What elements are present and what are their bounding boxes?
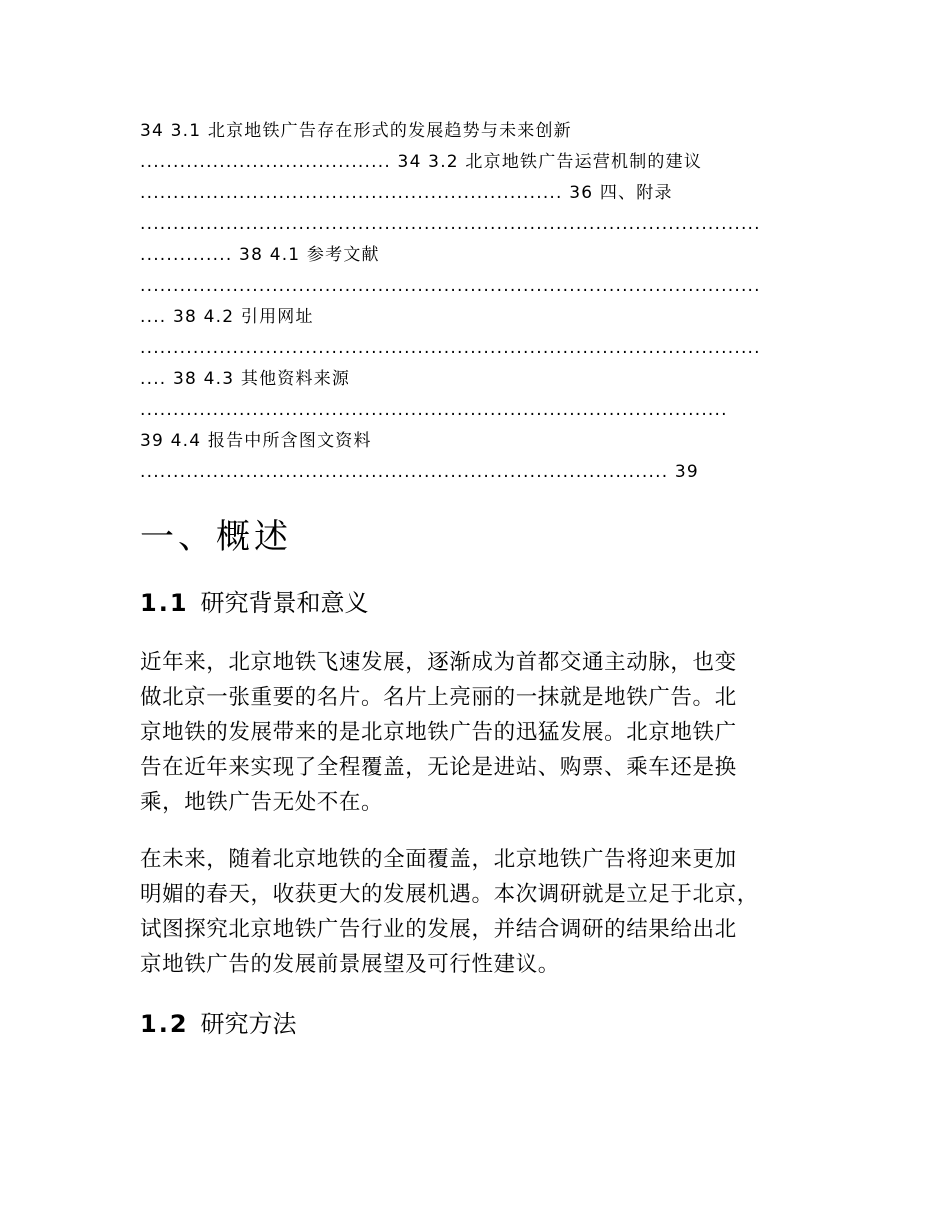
toc-line: .... 38 4.2 引用网址 [140,307,314,327]
paragraph-line: 告在近年来实现了全程覆盖，无论是进站、购票、乘车还是换 [140,755,737,780]
toc-line: ......................................................................................... [140,400,728,420]
toc-line: 34 3.1 北京地铁广告存在形式的发展趋势与未来创新 [140,121,572,141]
paragraph-significance [140,842,820,982]
paragraph-background [140,645,820,820]
subsection-number: 1.1 [140,589,189,617]
subsection-title: 研究方法 [200,1010,297,1038]
paragraph-line: 乘，地铁广告无处不在。 [140,790,384,815]
paragraph-line: 明媚的春天，收获更大的发展机遇。本次调研就是立足于北京， [140,882,759,907]
toc-line: ...................................... 34 3.2 北京地铁广告运营机制的建议 [140,152,703,172]
toc-line: .............................................................................................. [140,214,761,234]
paragraph-line: 近年来，北京地铁飞速发展，逐渐成为首都交通主动脉，也变 [140,650,737,675]
paragraph-line: 京地铁的发展带来的是北京地铁广告的迅猛发展。北京地铁广 [140,720,737,745]
toc-line: .............................................................................................. [140,338,761,358]
subsection-number: 1.2 [140,1010,189,1038]
toc-line: ................................................................ 36 四、附录 [140,183,673,203]
paragraph-line: 试图探究北京地铁广告行业的发展，并结合调研的结果给出北 [140,917,737,942]
subsection-heading-method [140,1006,297,1042]
paragraph-line: 在未来，随着北京地铁的全面覆盖，北京地铁广告将迎来更加 [140,847,737,872]
subsection-title: 研究背景和意义 [200,589,369,617]
section-heading-overview: 一、概述 [140,517,292,557]
toc-line: 39 4.4 报告中所含图文资料 [140,431,372,451]
toc-line: .............. 38 4.1 参考文献 [140,245,380,265]
toc-line: .............................................................................................. [140,276,761,296]
paragraph-line: 做北京一张重要的名片。名片上亮丽的一抹就是地铁广告。北 [140,685,737,710]
toc-line: .... 38 4.3 其他资料来源 [140,369,351,389]
toc-line: ................................................................................ 39 [140,462,699,482]
subsection-heading-background [140,585,369,621]
paragraph-line: 京地铁广告的发展前景展望及可行性建议。 [140,952,560,977]
